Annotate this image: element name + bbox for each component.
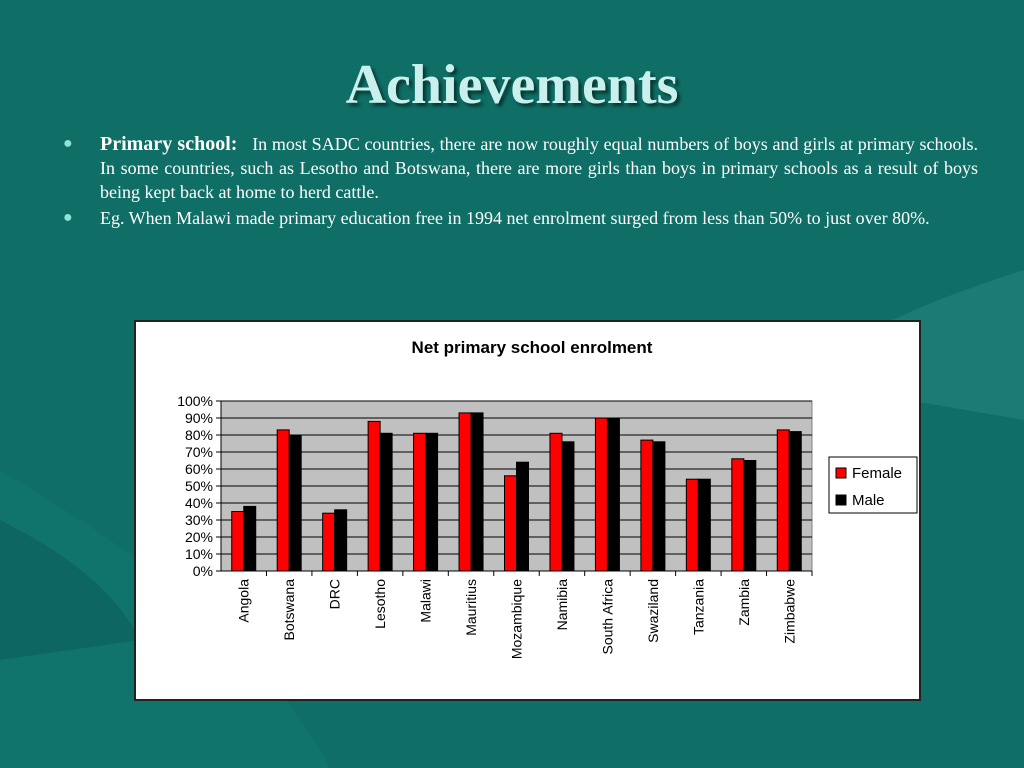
bar-male xyxy=(426,433,438,571)
x-tick-label: Mozambique xyxy=(508,579,525,660)
bar-male xyxy=(517,462,529,571)
x-tick-label: Zimbabwe xyxy=(781,579,798,644)
bar-female xyxy=(459,413,471,571)
bar-male xyxy=(471,413,483,571)
x-tick-label: Botswana xyxy=(281,579,298,641)
x-tick-label: Tanzania xyxy=(690,579,707,636)
bar-female xyxy=(505,476,517,571)
bar-female xyxy=(641,440,653,571)
legend-swatch-female xyxy=(836,468,846,478)
bar-female xyxy=(550,433,562,571)
bar-female xyxy=(232,512,244,572)
y-tick-label: 80% xyxy=(184,427,213,443)
bar-male xyxy=(653,442,665,571)
bar-male xyxy=(335,510,347,571)
y-tick-label: 30% xyxy=(184,512,213,528)
bullet-dot-icon: ● xyxy=(63,135,73,152)
x-tick-label: DRC xyxy=(326,579,343,610)
x-tick-label: Malawi xyxy=(417,579,434,623)
bar-female xyxy=(414,433,426,571)
x-tick-label: Swaziland xyxy=(644,579,661,643)
bar-male xyxy=(244,506,256,571)
bullet-item xyxy=(60,206,978,230)
chart-container xyxy=(134,320,921,701)
bar-male xyxy=(380,433,392,571)
bar-chart xyxy=(136,322,919,699)
bar-male xyxy=(744,461,756,572)
bullet-lead: Primary school: xyxy=(100,133,238,155)
x-tick-label: Angola xyxy=(235,579,252,623)
bar-female xyxy=(686,479,698,571)
bar-female xyxy=(595,418,607,571)
bar-male xyxy=(789,432,801,571)
bullet-text: Eg. When Malawi made primary education free in 1994 net enrolment surged from less than 50% to just over 80%. xyxy=(100,208,930,228)
legend-label: Male xyxy=(852,492,885,509)
bar-female xyxy=(277,430,289,571)
y-tick-label: 40% xyxy=(184,495,213,511)
bar-male xyxy=(562,442,574,571)
y-tick-label: 60% xyxy=(184,461,213,477)
x-tick-label: Lesotho xyxy=(372,579,389,629)
bar-female xyxy=(323,513,335,571)
y-tick-label: 20% xyxy=(184,529,213,545)
bar-male xyxy=(698,479,710,571)
y-tick-label: 90% xyxy=(184,410,213,426)
x-tick-label: Zambia xyxy=(735,579,752,626)
x-tick-label: Namibia xyxy=(553,579,570,631)
y-tick-label: 0% xyxy=(192,563,213,579)
bar-female xyxy=(777,430,789,571)
y-tick-label: 70% xyxy=(184,444,213,460)
y-tick-label: 50% xyxy=(184,478,213,494)
bar-female xyxy=(368,421,380,571)
bar-female xyxy=(732,459,744,571)
legend-label: Female xyxy=(852,465,903,482)
y-tick-label: 100% xyxy=(177,393,213,409)
chart-title: Net primary school enrolment xyxy=(411,338,653,357)
x-tick-label: Mauritius xyxy=(463,579,480,636)
bullet-list xyxy=(60,132,978,232)
bullet-dot-icon: ● xyxy=(63,209,73,226)
bar-male xyxy=(607,418,619,571)
bar-male xyxy=(289,435,301,571)
x-tick-label: South Africa xyxy=(599,579,616,655)
slide-title: Achievements xyxy=(345,54,679,116)
legend-swatch-male xyxy=(836,495,846,505)
bullet-text: In most SADC countries, there are now roughly equal numbers of boys and girls at primary schools. In some countries, such as Lesotho and Botswana, there are more girls than boys in primary schools as a result of boys being kept back at home to herd cattle. xyxy=(100,134,978,202)
bullet-item xyxy=(60,132,978,204)
y-tick-label: 10% xyxy=(184,546,213,562)
